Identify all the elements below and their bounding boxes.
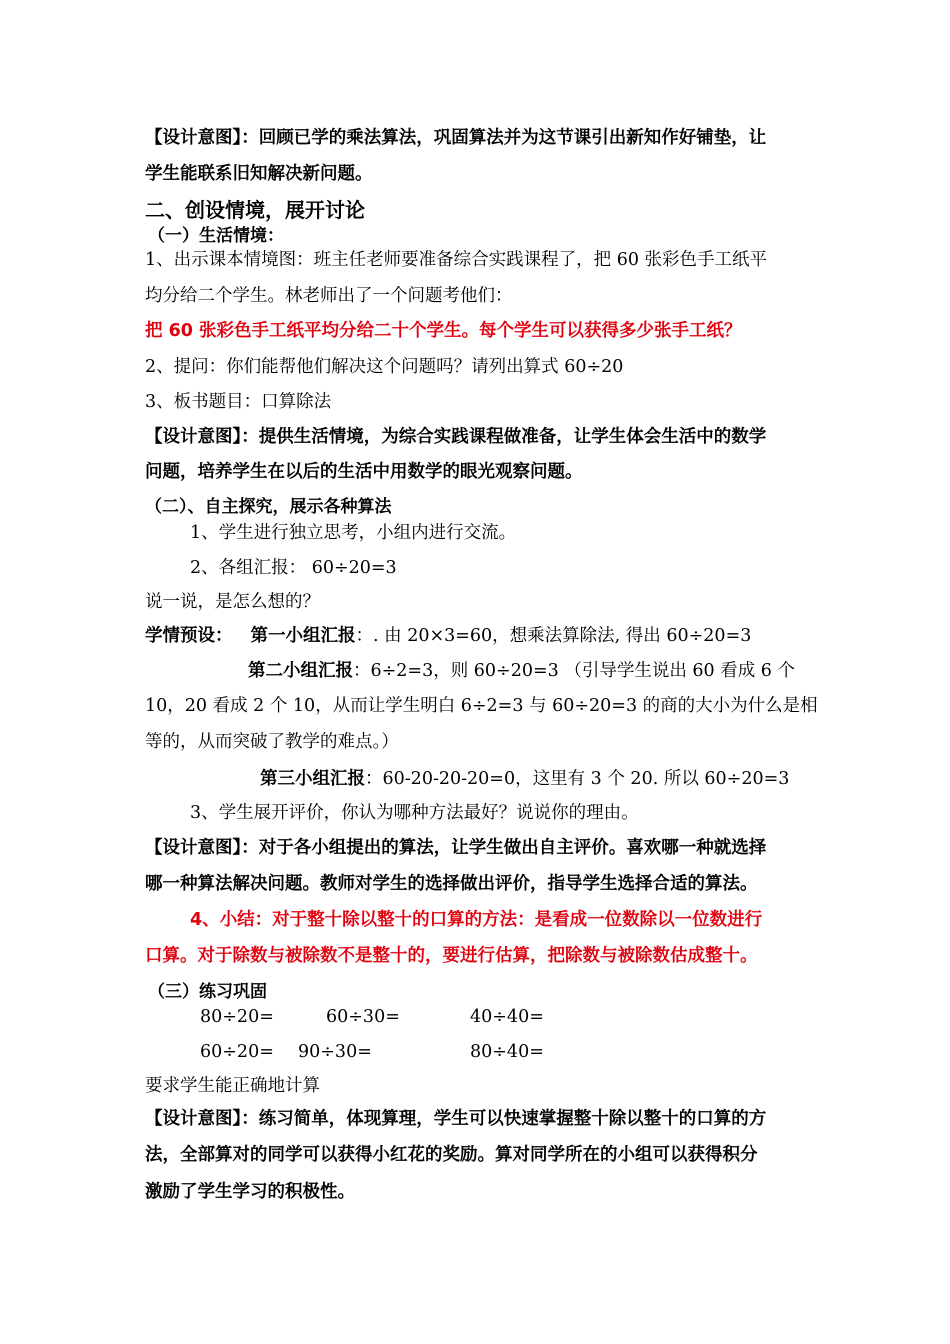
p2: 2、提问：你们能帮他们解决这个问题吗？请列出算式 60÷20: [145, 357, 624, 377]
intent1-line1: [145, 126, 766, 150]
p1-line2: 均分给二个学生。林老师出了一个问题考他们：: [145, 286, 513, 306]
intent-label: 【设计意图】: [145, 128, 242, 148]
group3-label: 第三小组汇报: [260, 769, 365, 789]
red-question: 把 60 张彩色手工纸平均分给二十个学生。每个学生可以获得多少张手工纸？: [145, 321, 742, 341]
intent2-line2: 问题，培养学生在以后的生活中用数学的眼光观察问题。: [145, 462, 583, 482]
group3-text: ：60-20-20-20=0，这里有 3 个 20. 所以 60÷20=3: [365, 769, 790, 789]
group2-text: ：6÷2=3，则 60÷20=3 （引导学生说出 60 看成 6 个: [353, 661, 796, 681]
preset-label: 学情预设：: [145, 626, 233, 646]
intent3-line1: 【设计意图】：对于各小组提出的算法，让学生做出自主评价。喜欢哪一种就选择: [145, 838, 767, 858]
s2-p3: 说一说，是怎么想的？: [145, 592, 320, 612]
summary-line1: [190, 908, 762, 932]
intent4-line2: 法，全部算对的同学可以获得小红花的奖励。算对同学所在的小组可以获得积分: [145, 1145, 758, 1165]
intent4-line3: 激励了学生学习的积极性。: [145, 1182, 355, 1202]
p3: 3、板书题目：口算除法: [145, 392, 332, 412]
s2-p2: 2、各组汇报： 60÷20=3: [190, 558, 397, 578]
group2-line2: 10，20 看成 2 个 10，从而让学生明白 6÷2=3 与 60÷20=3 的商的大小为什么是相: [145, 696, 818, 716]
summary-line2: 口算。对于除数与被除数不是整十的，要进行估算，把除数与被除数估成整十。: [145, 946, 758, 966]
group1-text: ：. 由 20×3=60，想乘法算除法, 得出 60÷20=3: [355, 626, 752, 646]
intent2-line1: 【设计意图】：提供生活情境，为综合实践课程做准备，让学生体会生活中的数学: [145, 427, 767, 447]
group3-line: [260, 767, 789, 791]
group2-line3: 等的，从而突破了教学的难点。）: [145, 732, 399, 752]
exercise-5: 90÷30=: [298, 1042, 372, 1062]
group2-line1: [248, 659, 795, 683]
exercise-3: 40÷40=: [470, 1007, 544, 1027]
intent4-line1: 【设计意图】：练习简单，体现算理，学生可以快速掌握整十除以整十的口算的方: [145, 1109, 767, 1129]
intent-text: ：回顾已学的乘法算法，巩固算法并为这节课引出新知作好铺垫，让: [241, 128, 767, 148]
group1-line: [145, 624, 751, 648]
p1-line1: 1、出示课本情境图：班主任老师要准备综合实践课程了，把 60 张彩色手工纸平: [145, 250, 768, 270]
s2-p4: 3、学生展开评价，你认为哪种方法最好？说说你的理由。: [190, 803, 639, 823]
group2-label: 第二小组汇报: [248, 661, 353, 681]
section-heading-2: 二、创设情境，展开讨论: [145, 198, 365, 222]
group1-label: 第一小组汇报: [250, 626, 356, 646]
exercise-6: 80÷40=: [470, 1042, 544, 1062]
subsection-2-title: （二）、自主探究，展示各种算法: [145, 497, 392, 517]
intent1-line2: 学生能联系旧知解决新问题。: [145, 164, 373, 184]
subsection-1-title: （一）生活情境：: [148, 226, 284, 246]
exercise-1: 80÷20=: [200, 1007, 274, 1027]
intent3-line2: 哪一种算法解决问题。教师对学生的选择做出评价，指导学生选择合适的算法。: [145, 874, 758, 894]
exercise-4: 60÷20=: [200, 1042, 274, 1062]
s2-p1: 1、学生进行独立思考，小组内进行交流。: [190, 523, 517, 543]
summary-prefix: 4、: [190, 910, 220, 930]
subsection-3-title: （三）练习巩固: [148, 982, 267, 1002]
s3-p1: 要求学生能正确地计算: [145, 1076, 320, 1096]
exercise-2: 60÷30=: [326, 1007, 400, 1027]
summary-text: 小结：对于整十除以整十的口算的方法：是看成一位数除以一位数进行: [219, 910, 763, 930]
